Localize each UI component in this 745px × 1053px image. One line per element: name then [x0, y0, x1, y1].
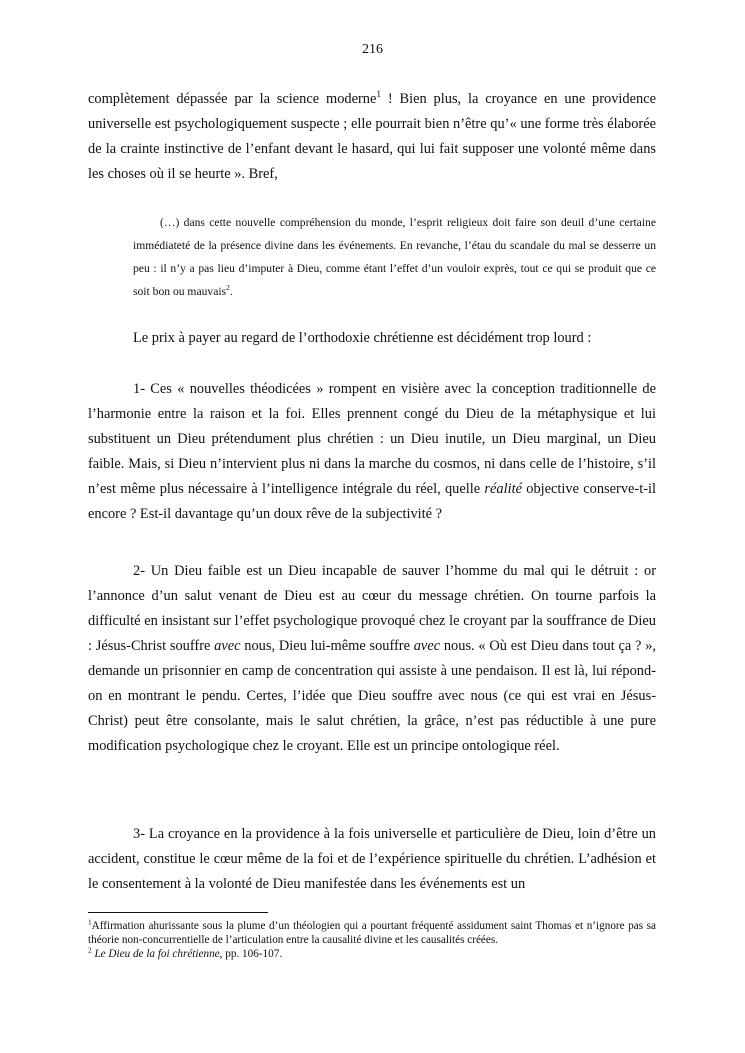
paragraph-point-1	[88, 377, 656, 527]
p1-text-b: ! Bien plus, la croyance en une providence universelle est psychologiquement suspecte ; elle pourrait bien n’être qu’« une forme très élaborée de la crainte instinctive de l’enfant devant le hasard, qui lui fait supposer une volonté même dans les choses où il se heurte ». Bref,	[88, 91, 656, 182]
p1-text-a: complètement dépassée par la science moderne	[88, 91, 377, 107]
footnote-1-number: 1	[88, 918, 92, 927]
p4-emphasis-2: avec	[413, 638, 441, 654]
footnote-1-text: Affirmation ahurissante sous la plume d’un théologien qui a pourtant fréquenté assidument saint Thomas et n’ignore pas sa théorie non-concurrentielle de l’articulation entre la causalité divine et les causalités créées.	[88, 920, 656, 946]
footnote-2-number: 2	[88, 946, 92, 955]
quote-text: (…) dans cette nouvelle compréhension du monde, l’esprit religieux doit faire son deuil d’une certaine immédiateté de la présence divine dans les événements. En revanche, l’étau du scandale du mal se desserre un peu : il n’y a pas lieu d’imputer à Dieu, comme étant l’effet d’un vouloir exprès, tout ce qui se produit que ce soit bon ou mauvais	[133, 216, 656, 298]
paragraph-point-2	[88, 559, 656, 759]
paragraph-intro	[88, 87, 656, 187]
footnote-ref-2[interactable]: 2	[226, 283, 230, 293]
footnote-2-rest: , pp. 106-107.	[219, 948, 283, 960]
footnote-ref-1[interactable]: 1	[376, 90, 382, 101]
p3-emphasis: réalité	[484, 481, 522, 497]
p4-text-a: 2- Un Dieu faible est un Dieu incapable de sauver l’homme du mal qui le détruit : or l’annonce d’un salut venant de Dieu est au cœur du message chrétien. On tourne parfois la difficulté en insistant sur l’effet psychologique provoqué chez le croyant par la souffrance de Dieu : Jésus-Christ souffre	[88, 563, 656, 654]
paragraph-point-3: 3- La croyance en la providence à la fois universelle et particulière de Dieu, loin d’être un accident, constitue le cœur même de la foi et de l’expérience spirituelle du chrétien. L’adhésion et le consentement à la volonté de Dieu manifestée dans les événements est un	[88, 826, 656, 892]
footnote-separator	[88, 912, 268, 913]
page-number: 216	[362, 42, 383, 57]
footnote-2-title: Le Dieu de la foi chrétienne	[94, 948, 220, 960]
quote-end: .	[229, 285, 233, 298]
p3-text-a: 1- Ces « nouvelles théodicées » rompent en visière avec la conception traditionnelle de l’harmonie entre la raison et la foi. Elles prennent congé du Dieu de la métaphysique et lui substituent un Dieu prétendument plus chrétien : un Dieu inutile, un Dieu marginal, un Dieu faible. Mais, si Dieu n’intervient plus ni dans la marche du cosmos, ni dans celle de l’histoire, s’il n’est même plus nécessaire à l’intelligence intégrale du réel, quelle	[88, 381, 656, 497]
p3-text-b: objective conserve-t-il encore ? Est-il davantage qu’un doux rêve de la subjectivité ?	[88, 481, 656, 522]
footnote-2	[88, 948, 656, 962]
p4-text-c: nous. « Où est Dieu dans tout ça ? », demande un prisonnier en camp de concentration qui assiste à une pendaison. Il est là, lui répond-on en montrant le pendu. Certes, l’idée que Dieu souffre avec nous (ce qui est vrai en Jésus-Christ) peut être consolante, mais le salut chrétien, la grâce, n’est pas réductible à une pure modification psychologique chez le croyant. Elle est un principe ontologique réel.	[88, 638, 656, 754]
p4-emphasis-1: avec	[214, 638, 241, 654]
block-quote	[133, 211, 656, 303]
p4-text-b: nous, Dieu lui-même souffre	[240, 638, 414, 654]
paragraph-price: Le prix à payer au regard de l’orthodoxie chrétienne est décidément trop lourd :	[133, 330, 592, 346]
footnote-1	[88, 920, 656, 947]
